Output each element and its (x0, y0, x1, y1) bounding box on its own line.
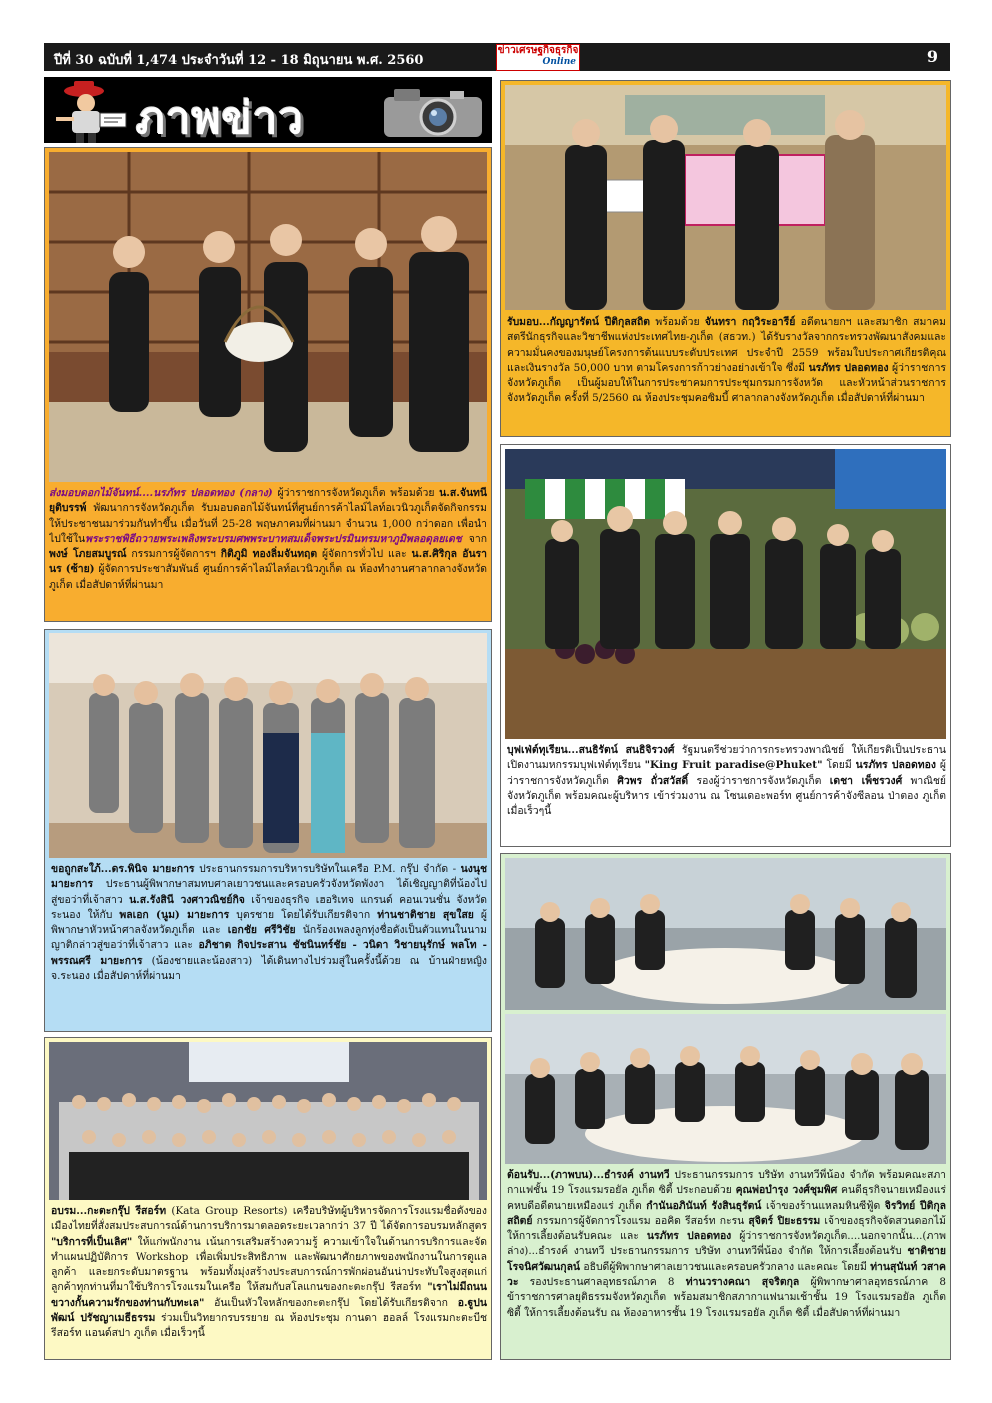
issue-line: ปีที่ 30 ฉบับที่ 1,474 ประจำวันที่ 12 - 18 มิถุนายน พ.ศ. 2560 (54, 53, 424, 68)
photo-image (505, 85, 946, 310)
caption-name: จิรวิทย์ ปีติกุลสถิตย์ (507, 1199, 946, 1227)
caption-name: ท่านสุนันท์ วสาควะ (507, 1260, 946, 1289)
photo-image (49, 1042, 487, 1200)
photo-image (49, 152, 487, 482)
caption-welcome-dinner (507, 1168, 946, 1356)
caption-text: นักร้องเพลงลูกทุ่งชื่อดังเป็นตัวแทนในนามญาติกล่าวสู่ขอว่าที่เจ้าสาว และ (51, 924, 487, 952)
photo-training (49, 1042, 487, 1200)
caption-text: ผู้พิพากษาศาลอุทธรณ์ภาค 8 ข้าราชการศาลยุติธรรมจังหวัดภูเก็ต พร้อมสมาชิกสภากาแฟนามเช้าชั้น 19 โรงแรมรอยัล ภูเก็ต ซิตี้ ให้การเลี้ยงต้อนรับ ณ ห้องอาหารชั้น 19 โรงแรมรอยัล ภูเก็ต ซิตี้ เมื่อสัปดาห์ที่ผ่านมา (507, 1276, 946, 1319)
caption-text: ผู้จัดการทั่วไป และ (317, 548, 412, 561)
caption-name: พงษ์ โภยสมบูรณ์ (49, 548, 127, 561)
caption-text: เจ้าของธุรกิจจัดสวนดอกไม้ ให้การเลี้ยงต้อนรับคณะ และ (507, 1214, 946, 1243)
story-award (500, 80, 951, 437)
caption-headline: ขอถูกสะใภ้...ดร.พินิจ มายะการ (51, 863, 195, 875)
caption-name: นรภัทร ปลอดทอง (808, 361, 889, 374)
caption-text: ผู้ว่าราชการจังหวัดภูเก็ต (507, 759, 946, 787)
caption-text: โดยมี (822, 759, 856, 772)
caption-text: ผู้ว่าราชการจังหวัดภูเก็ต....นอกจากนั้น...(ภาพล่าง)...ธำรงค์ งานทวี ประธานกรรมการ บริษัท งานทวีพี่น้อง จำกัด ให้การเลี้ยงต้อนรับ (507, 1230, 946, 1258)
caption-training (51, 1204, 487, 1356)
caption-name: นงนุช มายะการ (51, 863, 487, 891)
camera-icon (378, 81, 490, 141)
caption-course-name: "บริการที่เป็นเลิศ" (51, 1235, 133, 1248)
caption-text: ผู้ว่าราชการจังหวัดภูเก็ต พร้อมด้วย (272, 487, 440, 499)
caption-name: เอกชัย ศรีวิชัย (227, 924, 296, 937)
caption-award (507, 315, 946, 433)
caption-headline: บุฟเฟ่ต์ทุเรียน...สนธิรัตน์ สนธิจิรวงศ์ (507, 744, 675, 756)
story-flower-handover (44, 147, 492, 622)
caption-text: พาณิชย์จังหวัดภูเก็ต พร้อมคณะผู้บริหาร เข้าร่วมงาน ณ โซนเดอะพอร์ท ศูนย์การค้าจังซีลอน ป่าตอง ภูเก็ต เมื่อเร็วๆนี้ (507, 774, 946, 818)
caption-text: กรรมการผู้จัดการฯ (126, 548, 221, 561)
caption-text: ผู้พิพากษาหัวหน้าศาลจังหวัดภูเก็ต และ (51, 908, 487, 937)
caption-name: เดชา เพ็ชรวงศ์ (829, 774, 903, 787)
photo-award (505, 85, 946, 310)
caption-text: ร่วมเป็นวิทยากรบรรยาย ณ ห้องประชุม กานดา ฮอลล์ โรงแรมกะตะบีช รีสอร์ท แอนด์สปา ภูเก็ต เมื่อเร็วๆนี้ (51, 1312, 487, 1340)
caption-name: ศิวพร ถั่วสวัสดิ์ (617, 774, 689, 787)
logo-title: ข่าวเศรษฐกิจธุรกิจ (497, 45, 579, 56)
caption-text: (Kata Group Resorts) เครือบริษัทผู้บริหารจัดการโรงแรมชื่อดังของเมืองไทยที่สั่งสมประสบการณ์ด้านการบริการมาตลอดระยะเวลากว่า 37 ปี ได้จัดการอบรมหลักสูตร (51, 1205, 487, 1233)
photo-image (505, 1014, 946, 1164)
page-header (44, 43, 950, 71)
photo-image (49, 633, 487, 858)
caption-headline: รับมอบ...กัญญารัตน์ ปีติกุลสถิต (507, 316, 651, 328)
caption-text: ผู้จัดการประชาสัมพันธ์ ศูนย์การค้าไลม์ไลท์อเวนิวภูเก็ต ณ ห้องทำงานศาลากลางจังหวัดภูเก็ต เมื่อสัปดาห์ที่ผ่านมา (49, 563, 487, 591)
caption-text: กรรมการผู้จัดการโรงแรม ออคิด รีสอร์ท กะรน (532, 1214, 749, 1227)
caption-engagement (51, 862, 487, 1028)
photo-image (505, 858, 946, 1010)
caption-durian-buffet (507, 743, 946, 843)
caption-name: อ.ฐูปนพัฒน์ ปรัชญาเมธีธรรม (51, 1296, 487, 1325)
caption-text: ประธานกรรมการ บริษัท งานทวีพี่น้อง จำกัด พร้อมคณะสภากาแฟชั้น 19 โรงแรมรอยัล ภูเก็ต ซิตี้ ประกอบด้วย (507, 1169, 946, 1197)
caption-name: น.ส.จันทนี ยุติบรรพ์ (49, 487, 487, 515)
caption-text: รองผู้ว่าราชการจังหวัดภูเก็ต (688, 774, 830, 787)
caption-text: บุตรชาย โดยได้รับเกียรติจาก (229, 908, 378, 921)
photo-welcome-bottom (505, 1014, 946, 1164)
caption-text: ให้แก่พนักงาน เน้นการเสริมสร้างความรู้ ความเข้าใจในด้านการบริการและจัดทำแผนปฏิบัติการ Workshop เพื่อเพิ่มประสิทธิภาพ และพัฒนาศักยภาพของพนักงานในการดูแลลูกค้า และยกระดับมาตรฐาน พร้อมทั้งมุ่งสร้างประสบการณ์การพักผ่อนอันน่าประทับใจสูงสุดแก่ลูกค้าทุกท่านที่มาใช้บริการโรงแรมในเครือ ให้สมกับสโลแกนของกะตะกรุ๊ป รีสอร์ท (51, 1235, 487, 1294)
caption-name: อภิชาต กิจประสาน ชัชนินทร์ชัย - วนิดา วิชายนุรักษ์ พลโท - พรรณศรี มายะการ (51, 939, 487, 967)
banner-title: ภาพข่าว (136, 93, 305, 143)
caption-name: สุจิตร์ ปิยะธรรม (748, 1214, 821, 1227)
photo-welcome-top (505, 858, 946, 1010)
reporter-icon (46, 77, 138, 143)
page-number: 9 (926, 47, 938, 66)
caption-name: กำนันอภินันท์ รังสินธุรัตน์ (646, 1199, 762, 1212)
caption-text: คนดีธุรกิจนายเหมืองแร่คหบดีอดีตนายเหมืองแร่ ภูเก็ต (507, 1184, 946, 1212)
story-training (44, 1037, 492, 1360)
caption-text: จาก (461, 532, 487, 545)
caption-text: ประธานผู้พิพากษาสมทบศาลเยาวชนและครอบครัวจังหวัดพังงา ได้เชิญญาติที่น้องไปสู่ขอว่าที่เจ้าสาว (51, 878, 487, 906)
caption-name: จันทรา กฤวิระอารีย์ (704, 316, 796, 328)
caption-text: พร้อมด้วย (650, 316, 705, 328)
caption-name: ท่านวรางคณา สุจริตกุล (685, 1276, 800, 1289)
caption-highlight: พระราชพิธีถวายพระเพลิงพระบรมศพพระบาทสมเด็จพระปรมินทรมหาภูมิพลอดุลยเดช (85, 532, 462, 545)
caption-headline: ต้อนรับ...(ภาพบน)...ธำรงค์ งานทวี (507, 1169, 670, 1181)
caption-headline: ส่งมอบดอกไม้จันทน์....นรภัทร ปลอดทอง (กลาง) (49, 487, 273, 499)
story-welcome-dinner (500, 853, 951, 1360)
caption-name: คุณพ่อบำรุง วงศ์ชุมพิศ (735, 1184, 838, 1197)
caption-text: (น้องชายและน้องสาว) ได้เดินทางไปร่วมสู่ในครั้งนี้ด้วย ณ บ้านฝ่ายหญิง จ.ระนอง เมื่อสัปดาห์ที่ผ่านมา (51, 954, 487, 983)
caption-name: กิติภูมิ ทองลิ่มจันทฤต (220, 548, 318, 561)
photo-flower-handover (49, 152, 487, 482)
caption-text: ผู้ว่าราชการจังหวัดภูเก็ต เป็นผู้มอบให้ในการประชาคมการประชุมกรมการจังหวัด และหัวหน้าส่วนราชการจังหวัดภูเก็ต ครั้งที่ 5/2560 ณ ห้องประชุมคอซิมบี้ ศาลากลางจังหวัดภูเก็ต เมื่อสัปดาห์ที่ผ่านมา (507, 361, 946, 405)
caption-slogan: "เราไม่มีถนน ขวางกั้นความรักของท่านกับทะเล" (51, 1281, 487, 1309)
section-banner (44, 77, 492, 143)
newspaper-logo (496, 44, 580, 71)
photo-durian-buffet (505, 449, 946, 739)
caption-flower-handover (49, 486, 487, 618)
logo-subtitle: Online (542, 57, 576, 67)
caption-text: เจ้าของร้านแหลมหินซีฟู้ด (761, 1199, 885, 1212)
caption-name: ชาติชาย โรจนิศวัฒนกุลน์ (507, 1245, 946, 1273)
caption-text: ประธานกรรมการบริหารบริษัทในเครือ P.M. กรุ๊ป จำกัด - (194, 863, 461, 875)
caption-text: รัฐมนตรีช่วยว่าการกระทรวงพาณิชย์ ให้เกียรติเป็นประธานเปิดงานมหกรรมบุฟเฟ่ต์ทุเรียน (507, 744, 946, 772)
caption-text: อดีตนายกฯ และสมาชิก สมาคมสตรีนักธุรกิจและวิชาชีพแห่งประเทศไทย-ภูเก็ต (สธวท.) ได้รับรางวัลจากกระทรวงพัฒนาสังคมและความมั่นคงของมนุษย์โครงการต้นแบบระดับประเทศ ประจำปี 2559 พร้อมใบประกาศเกียรติคุณและเงินรางวัล 50,000 บาท ตามโครงการก้าวย่างอย่างเข้าใจ ซึ่งมี (507, 316, 946, 374)
caption-text: อันเป็นหัวใจหลักของกะตะกรุ๊ป โดยได้รับเกียรติจาก (204, 1296, 458, 1309)
caption-name: น.ส.ศิริกุล อันรานร (ซ้าย) (49, 548, 487, 576)
photo-engagement (49, 633, 487, 858)
photo-image (505, 449, 946, 739)
story-durian-buffet (500, 444, 951, 847)
caption-name: พลเอก (นูม) มายะการ (119, 908, 230, 921)
caption-text: อธิบดีผู้พิพากษาศาลเยาวชนและครอบครัวกลาง และคณะ โดยมี (580, 1260, 871, 1273)
story-engagement (44, 629, 492, 1032)
caption-name: นรภัทร ปลอดทอง (646, 1230, 732, 1243)
caption-name: นรภัทร ปลอดทอง (855, 759, 936, 772)
caption-text: พัฒนาการจังหวัดภูเก็ต รับมอบดอกไม้จันทน์ที่ศูนย์การค้าไลม์ไลท์อเวนิวภูเก็ตจัดกิจกรรมให้ประชาชนมาร่วมกันทำขึ้น เมื่อวันที่ 25-28 พฤษภาคมที่ผ่านมา จำนวน 1,000 กว่าดอก เพื่อนำไปใช้ใน (49, 502, 487, 545)
caption-event-name: "King Fruit paradise@Phuket" (644, 759, 823, 772)
caption-name: ท่านชาติชาย สุขใสย (377, 908, 474, 921)
caption-text: รองประธานศาลอุทธรณ์ภาค 8 (518, 1276, 686, 1289)
caption-text: เจ้าของธุรกิจ เฮอริเทจ แกรนด์ คอนเวนชั่น จังหวัดระนอง ให้กับ (51, 893, 487, 921)
caption-name: น.ส.รังสินี วงศาวณิชย์กิจ (129, 893, 245, 906)
caption-headline: อบรม...กะตะกรุ๊ป รีสอร์ท (51, 1205, 167, 1217)
